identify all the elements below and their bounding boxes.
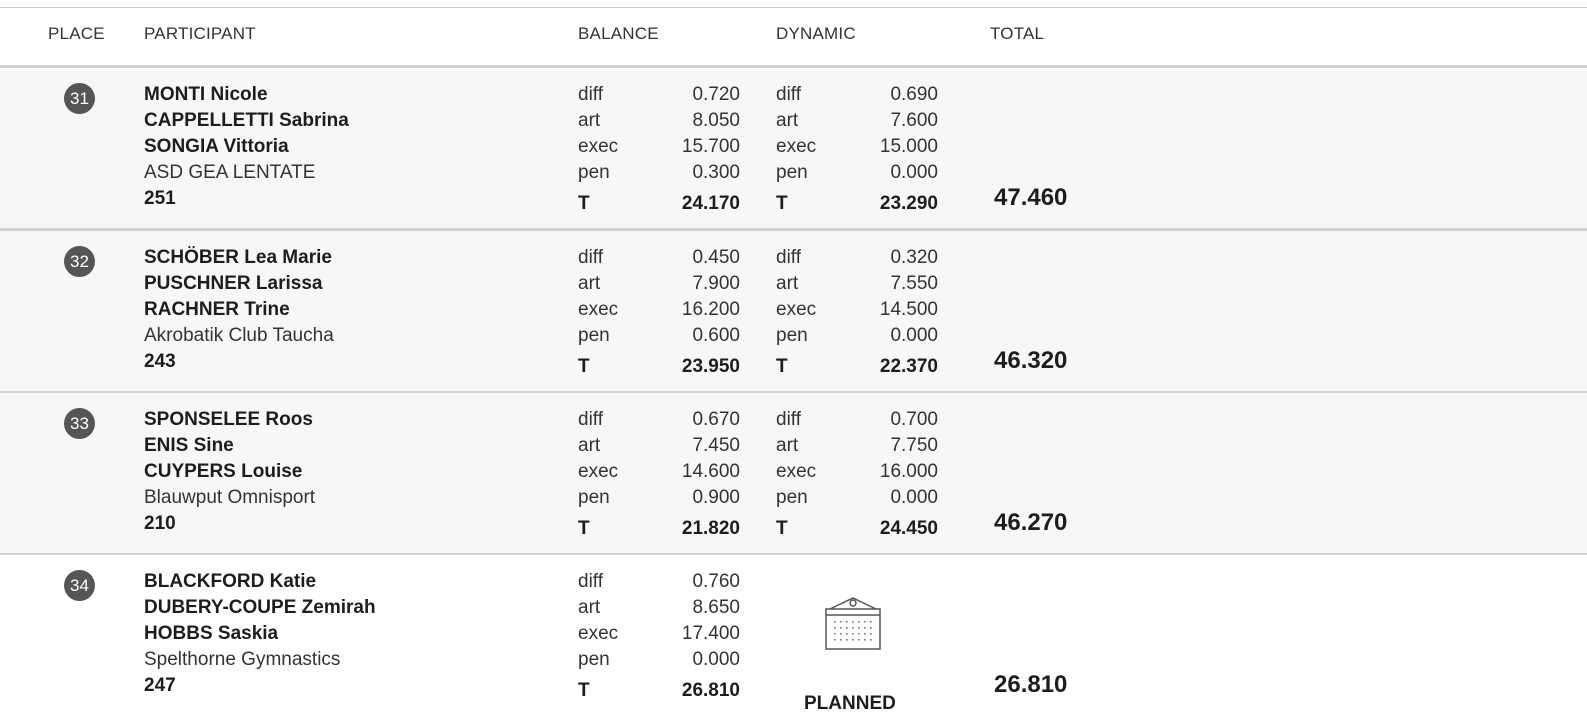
total-score: 46.320 <box>994 347 1068 374</box>
table-row[interactable] <box>0 68 1587 231</box>
score-label: pen <box>776 325 808 346</box>
header-dynamic: DYNAMIC <box>776 24 856 43</box>
club-name: Blauwput Omnisport <box>144 487 316 508</box>
score-value: 16.000 <box>879 461 938 482</box>
score-label: exec <box>578 299 619 320</box>
header-participant: PARTICIPANT <box>144 24 256 43</box>
score-total-value: 22.370 <box>879 356 938 377</box>
planned-status: PLANNED <box>804 693 896 714</box>
participant-cell <box>144 569 376 699</box>
score-value: 7.600 <box>890 110 938 131</box>
participant-cell <box>144 82 349 212</box>
place-badge: 33 <box>64 408 95 439</box>
score-label: pen <box>776 162 808 183</box>
score-value: 0.000 <box>692 649 740 670</box>
score-label: diff <box>578 84 604 105</box>
score-value: 0.000 <box>890 162 938 183</box>
score-total-label: T <box>578 356 590 377</box>
score-label: pen <box>776 487 808 508</box>
score-label: art <box>578 435 601 456</box>
balance-scores <box>578 245 740 380</box>
calendar-icon <box>824 595 882 651</box>
score-label: exec <box>776 136 817 157</box>
score-label: exec <box>578 623 619 644</box>
participant-name: SPONSELEE Roos <box>144 409 313 430</box>
participant-name: HOBBS Saskia <box>144 623 279 644</box>
score-value: 0.900 <box>692 487 740 508</box>
score-label: art <box>776 110 799 131</box>
score-value: 0.700 <box>890 409 938 430</box>
score-total-value: 23.290 <box>879 193 938 214</box>
score-total-label: T <box>578 680 590 701</box>
table-row[interactable] <box>0 393 1587 556</box>
score-total-label: T <box>578 193 590 214</box>
score-label: diff <box>578 409 604 430</box>
table-header <box>0 8 1587 68</box>
score-total-value: 23.950 <box>681 356 740 377</box>
bib-number: 243 <box>144 351 176 372</box>
place-badge: 34 <box>64 570 95 601</box>
score-label: exec <box>578 136 619 157</box>
score-total-value: 21.820 <box>681 518 740 539</box>
dynamic-scores <box>776 407 938 542</box>
score-label: pen <box>578 649 610 670</box>
dynamic-scores <box>776 245 938 380</box>
score-total-value: 26.810 <box>681 680 740 701</box>
total-score: 46.270 <box>994 509 1068 536</box>
score-value: 14.600 <box>681 461 740 482</box>
score-value: 14.500 <box>879 299 938 320</box>
score-label: pen <box>578 487 610 508</box>
participant-name: RACHNER Trine <box>144 299 290 320</box>
score-value: 7.750 <box>890 435 938 456</box>
score-value: 0.000 <box>890 325 938 346</box>
score-label: pen <box>578 162 610 183</box>
total-score: 26.810 <box>994 671 1068 698</box>
score-value: 7.550 <box>890 273 938 294</box>
score-value: 15.000 <box>879 136 938 157</box>
score-label: diff <box>776 409 802 430</box>
score-total-label: T <box>578 518 590 539</box>
score-label: art <box>776 273 799 294</box>
participant-name: CUYPERS Louise <box>144 461 303 482</box>
header-total: TOTAL <box>990 24 1045 43</box>
participant-cell <box>144 407 315 537</box>
table-row[interactable] <box>0 555 1587 720</box>
score-value: 0.000 <box>890 487 938 508</box>
score-value: 0.320 <box>890 247 938 268</box>
score-value: 8.050 <box>692 110 740 131</box>
score-value: 17.400 <box>681 623 740 644</box>
score-total-label: T <box>776 518 788 539</box>
score-value: 7.450 <box>692 435 740 456</box>
score-label: art <box>578 597 601 618</box>
score-label: exec <box>578 461 619 482</box>
score-value: 0.720 <box>692 84 740 105</box>
dynamic-scores <box>776 82 938 217</box>
score-value: 7.900 <box>692 273 740 294</box>
score-total-label: T <box>776 193 788 214</box>
score-value: 16.200 <box>681 299 740 320</box>
table-row[interactable] <box>0 231 1587 394</box>
participant-name: PUSCHNER Larissa <box>144 273 323 294</box>
score-total-label: T <box>776 356 788 377</box>
participant-cell <box>144 245 334 375</box>
score-label: art <box>578 110 601 131</box>
score-value: 0.760 <box>692 571 740 592</box>
balance-scores <box>578 82 740 217</box>
score-label: diff <box>578 571 604 592</box>
score-label: diff <box>776 247 802 268</box>
club-name: Spelthorne Gymnastics <box>144 649 341 670</box>
score-label: diff <box>578 247 604 268</box>
place-badge: 32 <box>64 246 95 277</box>
score-value: 15.700 <box>681 136 740 157</box>
place-badge: 31 <box>64 83 95 114</box>
participant-name: BLACKFORD Katie <box>144 571 317 592</box>
score-total-value: 24.450 <box>879 518 938 539</box>
score-value: 0.670 <box>692 409 740 430</box>
participant-name: SONGIA Vittoria <box>144 136 289 157</box>
participant-name: ENIS Sine <box>144 435 234 456</box>
score-total-value: 24.170 <box>681 193 740 214</box>
score-value: 0.600 <box>692 325 740 346</box>
bib-number: 247 <box>144 675 176 696</box>
score-value: 8.650 <box>692 597 740 618</box>
dynamic-planned <box>776 569 936 719</box>
balance-scores <box>578 569 740 704</box>
balance-scores <box>578 407 740 542</box>
total-score: 47.460 <box>994 184 1068 211</box>
score-value: 0.300 <box>692 162 740 183</box>
score-label: pen <box>578 325 610 346</box>
score-label: art <box>578 273 601 294</box>
score-value: 0.690 <box>890 84 938 105</box>
participant-name: SCHÖBER Lea Marie <box>144 247 332 268</box>
participant-name: CAPPELLETTI Sabrina <box>144 110 349 131</box>
participant-name: MONTI Nicole <box>144 84 268 105</box>
bib-number: 210 <box>144 513 176 534</box>
club-name: ASD GEA LENTATE <box>144 162 316 183</box>
score-label: diff <box>776 84 802 105</box>
participant-name: DUBERY-COUPE Zemirah <box>144 597 376 618</box>
score-label: exec <box>776 461 817 482</box>
score-label: art <box>776 435 799 456</box>
bib-number: 251 <box>144 188 176 209</box>
score-label: exec <box>776 299 817 320</box>
header-place: PLACE <box>48 24 105 43</box>
score-value: 0.450 <box>692 247 740 268</box>
club-name: Akrobatik Club Taucha <box>144 325 334 346</box>
header-balance: BALANCE <box>578 24 659 43</box>
